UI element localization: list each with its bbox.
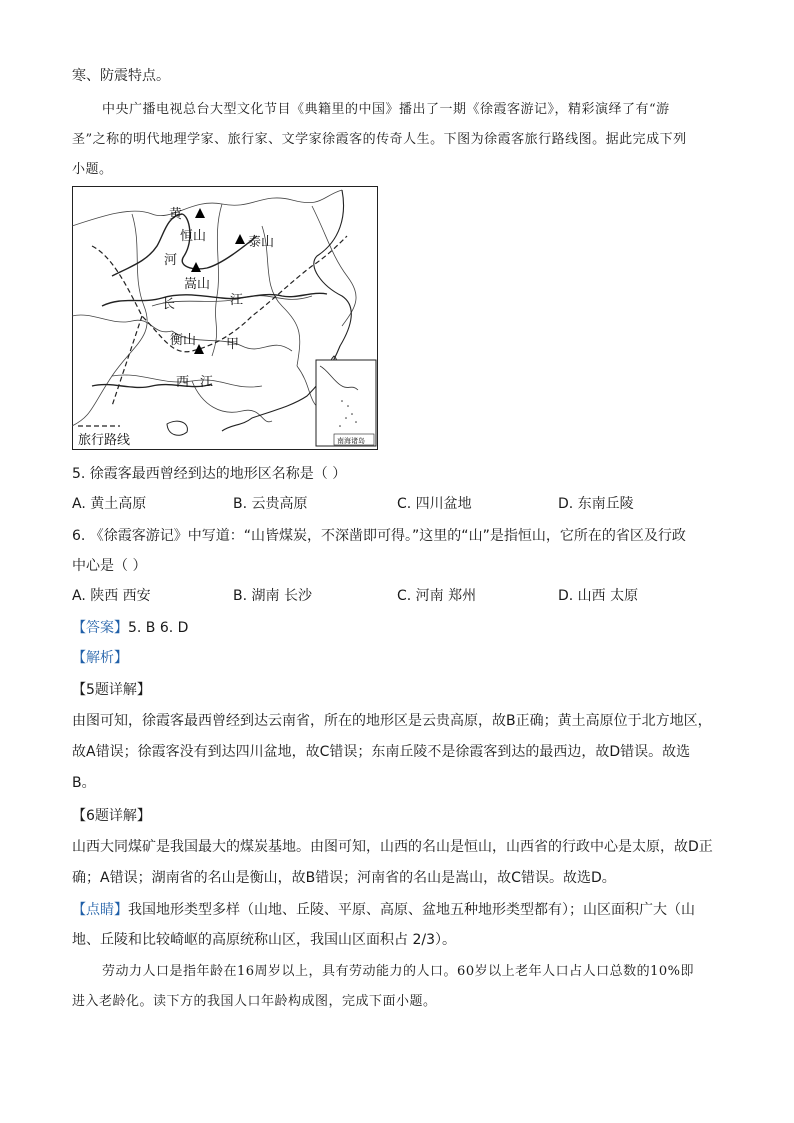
q6-option-a: A. 陕西 西安	[72, 588, 151, 604]
label-jia: 甲	[226, 337, 240, 352]
detail6-line1: 山西大同煤矿是我国最大的煤炭基地。由图可知，山西的名山是恒山，山西省的行政中心是太原，故D正	[72, 839, 713, 855]
tip-label: 【点睛】	[72, 902, 128, 918]
label-songshan: 嵩山	[184, 277, 211, 292]
detail6-line2: 确；A错误；湖南省的名山是衡山，故B错误；河南省的名山是嵩山，故C错误。故选D。	[72, 870, 616, 886]
q6-option-c: C. 河南 郑州	[397, 588, 477, 604]
detail5-line3: B。	[72, 775, 96, 791]
q5-option-a: A. 黄土高原	[72, 496, 147, 512]
answer-text: 5. B 6. D	[128, 620, 189, 636]
passage1-line2: 圣”之称的明代地理学家、旅行家、文学家徐霞客的传奇人生。下图为徐霞客旅行路线图。据此完成下列	[72, 132, 687, 147]
q6-stem-line2: 中心是（ ）	[72, 558, 147, 574]
analysis-label: 【解析】	[72, 650, 128, 666]
travel-route-map	[72, 186, 378, 450]
passage2-line2: 进入老龄化。读下方的我国人口年龄构成图，完成下面小题。	[72, 994, 437, 1009]
label-jiang-1: 江	[230, 293, 244, 308]
label-huang: 黄	[169, 207, 183, 222]
legend-label: 旅行路线	[78, 433, 131, 448]
label-chang: 长	[162, 297, 176, 312]
detail6-label: 【6题详解】	[72, 808, 151, 824]
tip-line2: 地、丘陵和比较崎岖的高原统称山区，我国山区面积占 2/3）。	[72, 932, 456, 948]
passage1-line3: 小题。	[72, 162, 113, 177]
q6-option-d: D. 山西 太原	[558, 588, 639, 604]
label-jiang-2: 江	[200, 375, 214, 390]
q6-option-b: B. 湖南 长沙	[233, 588, 312, 604]
tip-line1: 我国地形类型多样（山地、丘陵、平原、高原、盆地五种地形类型都有）；山区面积广大（山	[128, 902, 695, 918]
q5-option-d: D. 东南丘陵	[558, 496, 634, 512]
answer-label: 【答案】	[72, 620, 128, 636]
inset-label: 南海诸岛	[337, 437, 365, 445]
answer-row	[72, 618, 188, 638]
label-he: 河	[164, 253, 178, 268]
detail5-line2: 故A错误；徐霞客没有到达四川盆地，故C错误；东南丘陵不是徐霞客到达的最西边，故D错误。故选	[72, 744, 691, 760]
label-taishan: 泰山	[248, 235, 275, 250]
label-hengshan-south: 衡山	[170, 333, 197, 348]
passage2-line1: 劳动力人口是指年龄在16周岁以上，具有劳动能力的人口。60岁以上老年人口占人口总数的10%即	[102, 964, 694, 979]
passage1-line1: 中央广播电视总台大型文化节目《典籍里的中国》播出了一期《徐霞客游记》，精彩演绎了有“游	[102, 102, 670, 117]
detail5-label: 【5题详解】	[72, 682, 151, 698]
q5-option-b: B. 云贵高原	[233, 496, 308, 512]
south-china-sea-inset	[316, 360, 376, 446]
q5-option-c: C. 四川盆地	[397, 496, 472, 512]
label-xi: 西	[176, 375, 190, 390]
q5-stem: 5. 徐霞客最西曾经到达的地形区名称是（ ）	[72, 466, 347, 482]
detail5-line1: 由图可知，徐霞客最西曾经到达云南省，所在的地形区是云贵高原，故B正确；黄土高原位于北方地区，	[72, 713, 712, 729]
intro-tail: 寒、防震特点。	[72, 68, 170, 84]
label-hengshan-north: 恒山	[180, 229, 207, 244]
q6-stem-line1: 6. 《徐霞客游记》中写道：“山皆煤炭，不深凿即可得。”这里的“山”是指恒山，它所在的省区及行政	[72, 528, 686, 544]
tip-row	[72, 900, 695, 920]
